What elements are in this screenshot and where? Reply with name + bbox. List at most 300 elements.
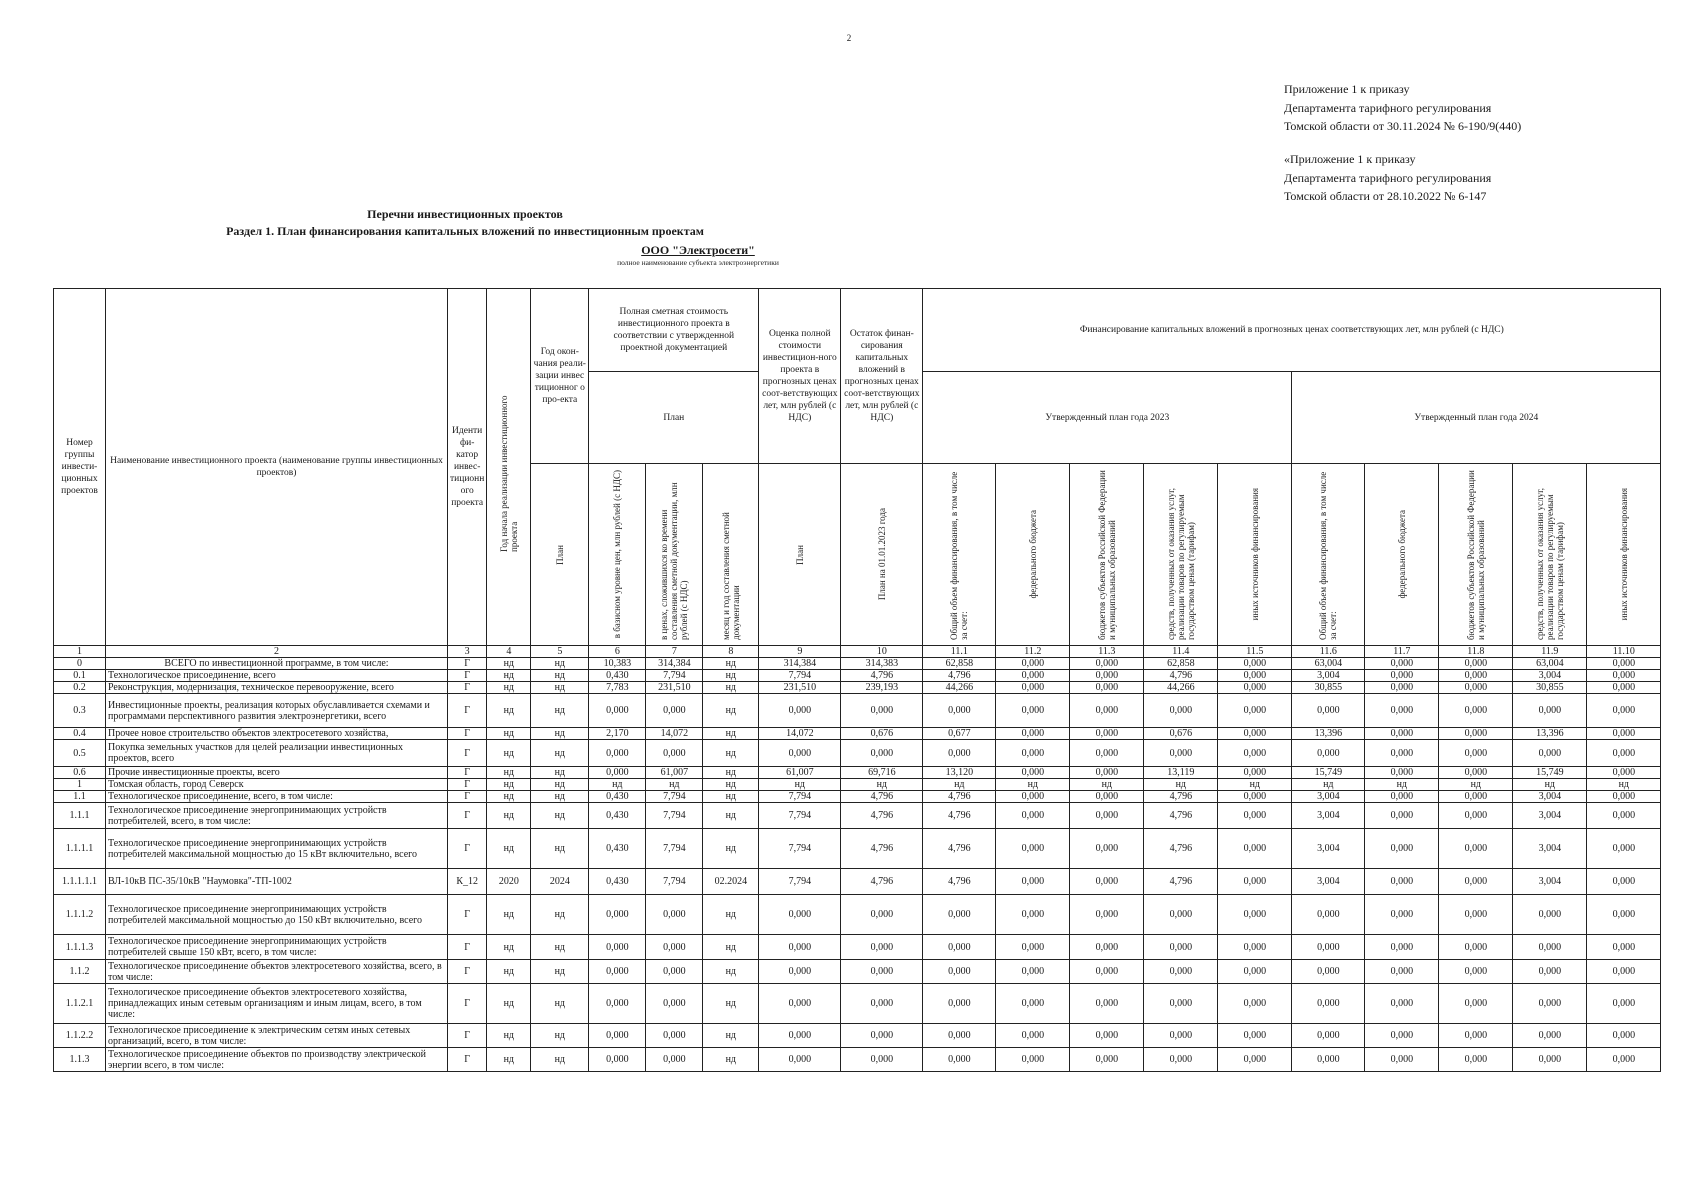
value-cell: Г [448, 658, 487, 670]
value-cell: 0,000 [759, 1048, 841, 1072]
value-cell: 4,796 [1144, 869, 1218, 895]
value-cell: Г [448, 779, 487, 791]
header-plan-9 [759, 464, 841, 646]
value-cell: 0,000 [923, 740, 996, 767]
value-cell: нд [703, 728, 759, 740]
appendix-current [1284, 80, 1521, 136]
value-cell: 4,796 [841, 791, 923, 803]
value-cell: 0,000 [1070, 803, 1144, 829]
value-cell: 0,000 [1513, 740, 1587, 767]
header-project-name: Наименование инвестиционного проекта (наименование группы инвестиционных проектов) [106, 289, 448, 646]
header-2023-regional-text: бюджетов субъектов Российской Федерации и муниципальных образований [1096, 469, 1117, 640]
value-cell: нд [531, 829, 589, 869]
column-number: 6 [589, 646, 646, 658]
value-cell: 0,000 [841, 1048, 923, 1072]
value-cell: 0,000 [589, 895, 646, 935]
value-cell: 0,000 [1218, 791, 1292, 803]
value-cell: 0,676 [841, 728, 923, 740]
appendix-previous [1284, 150, 1491, 206]
value-cell: 0,000 [1439, 658, 1513, 670]
value-cell: 0,000 [1218, 694, 1292, 728]
header-2023-tariff-text: средств, полученных от оказания услуг, реализации товаров по регулируемым государством ценам (тарифам) [1165, 487, 1196, 640]
value-cell: нд [703, 1048, 759, 1072]
value-cell: 0,000 [996, 1048, 1070, 1072]
value-cell: 3,004 [1292, 670, 1365, 682]
value-cell: нд [703, 740, 759, 767]
value-cell: 0,000 [1292, 984, 1365, 1024]
project-name-cell: ВСЕГО по инвестиционной программе, в том числе: [106, 658, 448, 670]
header-estimate-date-text: месяц и год составления сметной документации [720, 511, 741, 640]
value-cell: 0,000 [1365, 935, 1439, 960]
value-cell: нд [487, 682, 531, 694]
value-cell: 13,120 [923, 767, 996, 779]
appendix-line: «Приложение 1 к приказу [1284, 152, 1416, 166]
value-cell: 0,000 [759, 1024, 841, 1048]
value-cell: К_12 [448, 869, 487, 895]
value-cell: 0,000 [1218, 829, 1292, 869]
table-row [54, 869, 1661, 895]
header-group-number: Номер группы инвести-ционных проектов [54, 289, 106, 646]
value-cell: 0,000 [646, 1048, 703, 1072]
value-cell: 0,000 [1070, 935, 1144, 960]
value-cell: 0,000 [923, 960, 996, 984]
page-number: 2 [846, 33, 852, 43]
value-cell: 0,000 [1292, 935, 1365, 960]
value-cell: 69,716 [841, 767, 923, 779]
value-cell: 0,000 [1587, 935, 1661, 960]
value-cell: 0,000 [923, 694, 996, 728]
header-full-cost-estimate: Оценка полной стоимости инвестицион-ного проекта в прогнозных ценах соот-ветствующих лет, млн рублей (с НДС) [759, 289, 841, 464]
value-cell: нд [487, 960, 531, 984]
value-cell: 0,000 [1587, 1048, 1661, 1072]
column-number: 1 [54, 646, 106, 658]
value-cell: 4,796 [1144, 803, 1218, 829]
column-number: 11.9 [1513, 646, 1587, 658]
header-year-2023: Утвержденный план года 2023 [923, 372, 1292, 464]
header-plan-5 [531, 464, 589, 646]
value-cell: 4,796 [841, 803, 923, 829]
project-name-cell: Инвестиционные проекты, реализация которых обуславливается схемами и программами перспективного развития электроэнергетики, всего [106, 694, 448, 728]
value-cell: 0,000 [646, 1024, 703, 1048]
value-cell: 63,004 [1513, 658, 1587, 670]
value-cell: 0,000 [923, 895, 996, 935]
header-2024-total [1292, 464, 1365, 646]
value-cell: 0,000 [1365, 1048, 1439, 1072]
value-cell: 0,000 [1218, 670, 1292, 682]
value-cell: 0,000 [1587, 1024, 1661, 1048]
value-cell: 0,000 [1439, 984, 1513, 1024]
value-cell: 0,000 [996, 767, 1070, 779]
project-name-cell: Технологическое присоединение объектов по производству электрической энергии всего, в том числе: [106, 1048, 448, 1072]
table-row [54, 670, 1661, 682]
value-cell: 0,000 [923, 1024, 996, 1048]
row-number-cell: 1.1.2.1 [54, 984, 106, 1024]
value-cell: нд [703, 935, 759, 960]
row-number-cell: 0 [54, 658, 106, 670]
value-cell: 0,000 [589, 1024, 646, 1048]
value-cell: 0,000 [996, 791, 1070, 803]
value-cell: 0,000 [1070, 658, 1144, 670]
value-cell: нд [703, 803, 759, 829]
value-cell: 0,000 [996, 935, 1070, 960]
table-row [54, 658, 1661, 670]
appendix-line: Департамента тарифного регулирования [1284, 100, 1492, 115]
value-cell: 0,000 [996, 984, 1070, 1024]
value-cell: 0,000 [1439, 935, 1513, 960]
table-row [54, 767, 1661, 779]
section-title: Раздел 1. План финансирования капитальных вложений по инвестиционным проектам [226, 224, 704, 238]
header-2023-total [923, 464, 996, 646]
value-cell: 2,170 [589, 728, 646, 740]
value-cell: нд [531, 658, 589, 670]
value-cell: нд [531, 791, 589, 803]
value-cell: нд [1218, 779, 1292, 791]
value-cell: 0,000 [1070, 791, 1144, 803]
value-cell: нд [487, 1048, 531, 1072]
value-cell: 4,796 [1144, 791, 1218, 803]
value-cell: 0,000 [646, 984, 703, 1024]
project-name-cell: Прочее новое строительство объектов электросетевого хозяйства, [106, 728, 448, 740]
value-cell: 0,000 [759, 960, 841, 984]
value-cell: нд [703, 767, 759, 779]
value-cell: нд [703, 829, 759, 869]
row-number-cell: 1.1.1.2 [54, 895, 106, 935]
value-cell: 7,794 [759, 791, 841, 803]
value-cell: 0,000 [1587, 767, 1661, 779]
row-number-cell: 1.1.1 [54, 803, 106, 829]
header-2024-tariff-text: средств, полученных от оказания услуг, реализации товаров по регулируемым государством ценам (тарифам) [1534, 487, 1565, 640]
value-cell: 0,000 [1439, 728, 1513, 740]
column-number: 11.7 [1365, 646, 1439, 658]
header-plan-5-text: План [554, 544, 565, 565]
value-cell: 2024 [531, 869, 589, 895]
value-cell: 63,004 [1292, 658, 1365, 670]
value-cell: 7,783 [589, 682, 646, 694]
value-cell: 0,000 [1070, 670, 1144, 682]
value-cell: 0,000 [1439, 829, 1513, 869]
value-cell: 0,000 [759, 740, 841, 767]
header-estimate-price [646, 464, 703, 646]
project-name-cell: Томская область, город Северск [106, 779, 448, 791]
value-cell: 4,796 [923, 670, 996, 682]
value-cell: 62,858 [1144, 658, 1218, 670]
column-number: 11.10 [1587, 646, 1661, 658]
value-cell: 0,000 [646, 935, 703, 960]
value-cell: 0,000 [1513, 960, 1587, 984]
value-cell: нд [1144, 779, 1218, 791]
value-cell: 14,072 [646, 728, 703, 740]
table-row [54, 779, 1661, 791]
value-cell: 0,000 [1587, 791, 1661, 803]
column-number: 11.6 [1292, 646, 1365, 658]
value-cell: 0,000 [1144, 1024, 1218, 1048]
value-cell: 02.2024 [703, 869, 759, 895]
header-base-price-text: в базисном уровне цен, млн рублей (с НДС) [612, 470, 623, 639]
value-cell: нд [703, 670, 759, 682]
value-cell: нд [487, 791, 531, 803]
value-cell: 3,004 [1513, 869, 1587, 895]
value-cell: 3,004 [1513, 791, 1587, 803]
value-cell: 0,000 [759, 895, 841, 935]
value-cell: нд [487, 895, 531, 935]
value-cell: 0,000 [996, 740, 1070, 767]
row-number-cell: 0.3 [54, 694, 106, 728]
value-cell: Г [448, 791, 487, 803]
appendix-line: Томской области от 28.10.2022 № 6-147 [1284, 189, 1487, 203]
header-end-year: Год окон-чания реали-зации инвес тиционног о про-екта [531, 289, 589, 464]
row-number-cell: 0.4 [54, 728, 106, 740]
value-cell: 0,000 [923, 1048, 996, 1072]
header-start-year [487, 289, 531, 646]
column-number: 5 [531, 646, 589, 658]
header-2024-regional [1439, 464, 1513, 646]
header-2024-total-text: Общий объем финансирования, в том числе за счет: [1318, 471, 1339, 640]
value-cell: 0,000 [1070, 984, 1144, 1024]
column-number: 3 [448, 646, 487, 658]
value-cell: 0,000 [996, 694, 1070, 728]
value-cell: нд [996, 779, 1070, 791]
value-cell: нд [487, 658, 531, 670]
value-cell: 0,000 [1070, 960, 1144, 984]
value-cell: 0,000 [1070, 728, 1144, 740]
value-cell: 0,000 [1218, 869, 1292, 895]
value-cell: 7,794 [646, 791, 703, 803]
value-cell: 0,000 [1365, 740, 1439, 767]
value-cell: 0,000 [1070, 895, 1144, 935]
header-base-price [589, 464, 646, 646]
table-row [54, 803, 1661, 829]
value-cell: 239,193 [841, 682, 923, 694]
value-cell: 0,000 [1587, 740, 1661, 767]
value-cell: 0,000 [1218, 658, 1292, 670]
value-cell: нд [703, 895, 759, 935]
header-2024-regional-text: бюджетов субъектов Российской Федерации и муниципальных образований [1465, 469, 1486, 640]
value-cell: нд [487, 1024, 531, 1048]
value-cell: 0,430 [589, 791, 646, 803]
value-cell: 0,000 [589, 740, 646, 767]
value-cell: 0,000 [1439, 791, 1513, 803]
header-2024-tariff [1513, 464, 1587, 646]
value-cell: нд [703, 960, 759, 984]
value-cell: нд [487, 779, 531, 791]
value-cell: 13,396 [1292, 728, 1365, 740]
project-name-cell: Технологическое присоединение объектов электросетевого хозяйства, принадлежащих иным сетевым организациям и иным лицам, всего, в том числе: [106, 984, 448, 1024]
column-number: 4 [487, 646, 531, 658]
value-cell: 0,000 [589, 984, 646, 1024]
value-cell: 0,000 [1292, 1048, 1365, 1072]
value-cell: нд [487, 935, 531, 960]
value-cell: 0,000 [589, 935, 646, 960]
value-cell: 0,000 [1070, 694, 1144, 728]
value-cell: 30,855 [1292, 682, 1365, 694]
row-number-cell: 1.1.1.3 [54, 935, 106, 960]
row-number-cell: 1.1.3 [54, 1048, 106, 1072]
project-name-cell: Реконструкция, модернизация, техническое перевооружение, всего [106, 682, 448, 694]
value-cell: 0,000 [1292, 740, 1365, 767]
appendix-line: Томской области от 30.11.2024 № 6-190/9(440) [1284, 119, 1522, 133]
table-row [54, 1024, 1661, 1048]
value-cell: 0,000 [1218, 740, 1292, 767]
value-cell: 0,000 [1218, 682, 1292, 694]
value-cell: 0,000 [841, 1024, 923, 1048]
value-cell: 7,794 [759, 869, 841, 895]
value-cell: 0,000 [1439, 682, 1513, 694]
value-cell: 0,000 [759, 984, 841, 1024]
value-cell: нд [703, 658, 759, 670]
header-plan-10 [841, 464, 923, 646]
value-cell: 0,000 [1218, 984, 1292, 1024]
value-cell: 0,000 [1292, 694, 1365, 728]
value-cell: 0,000 [996, 728, 1070, 740]
value-cell: 13,396 [1513, 728, 1587, 740]
value-cell: 0,000 [1365, 658, 1439, 670]
value-cell: Г [448, 1024, 487, 1048]
project-name-cell: Технологическое присоединение объектов электросетевого хозяйства, всего, в том числе: [106, 960, 448, 984]
value-cell: нд [531, 728, 589, 740]
value-cell: нд [531, 895, 589, 935]
value-cell: 7,794 [759, 829, 841, 869]
value-cell: 0,000 [1365, 728, 1439, 740]
header-remaining-financing: Остаток финан-сирования капитальных вложений в прогнозных ценах соот-ветствующих лет, млн рублей (с НДС) [841, 289, 923, 464]
header-2024-other [1587, 464, 1661, 646]
row-number-cell: 0.6 [54, 767, 106, 779]
column-number: 11.8 [1439, 646, 1513, 658]
value-cell: нд [1292, 779, 1365, 791]
value-cell: 0,000 [841, 895, 923, 935]
value-cell: 0,000 [841, 694, 923, 728]
value-cell: 0,000 [1365, 960, 1439, 984]
header-year-2024: Утвержденный план года 2024 [1292, 372, 1661, 464]
value-cell: 0,000 [923, 935, 996, 960]
investment-table [53, 288, 1661, 1072]
value-cell: Г [448, 984, 487, 1024]
value-cell: 0,000 [1587, 670, 1661, 682]
value-cell: 0,000 [996, 1024, 1070, 1048]
header-start-year-text: Год начала реализации инвестиционного проекта [498, 395, 519, 552]
header-plan-9-text: План [794, 544, 805, 565]
value-cell: 0,000 [1365, 984, 1439, 1024]
value-cell: 0,430 [589, 670, 646, 682]
value-cell: 0,000 [841, 984, 923, 1024]
header-financing: Финансирование капитальных вложений в прогнозных ценах соответствующих лет, млн рублей (с НДС) [923, 289, 1661, 372]
value-cell: 0,000 [1218, 960, 1292, 984]
value-cell: 0,000 [841, 935, 923, 960]
value-cell: 0,000 [1513, 935, 1587, 960]
project-name-cell: Технологическое присоединение, всего [106, 670, 448, 682]
value-cell: 7,794 [646, 670, 703, 682]
value-cell: 0,000 [1587, 895, 1661, 935]
column-number: 11.4 [1144, 646, 1218, 658]
value-cell: 7,794 [646, 869, 703, 895]
value-cell: 0,000 [1587, 803, 1661, 829]
value-cell: 0,000 [1439, 803, 1513, 829]
value-cell: Г [448, 1048, 487, 1072]
value-cell: 0,000 [646, 895, 703, 935]
value-cell: 0,000 [1439, 767, 1513, 779]
project-name-cell: Покупка земельных участков для целей реализации инвестиционных проектов, всего [106, 740, 448, 767]
row-number-cell: 0.2 [54, 682, 106, 694]
value-cell: 0,000 [1365, 694, 1439, 728]
value-cell: 0,000 [1587, 682, 1661, 694]
value-cell: 3,004 [1513, 670, 1587, 682]
document-title: Перечни инвестиционных проектов [367, 207, 563, 221]
value-cell: 7,794 [759, 670, 841, 682]
value-cell: 0,000 [1587, 869, 1661, 895]
value-cell: 4,796 [1144, 829, 1218, 869]
value-cell: 0,000 [1587, 984, 1661, 1024]
value-cell: 0,000 [996, 682, 1070, 694]
value-cell: 14,072 [759, 728, 841, 740]
header-2024-other-text: иных источников финансирования [1618, 488, 1629, 621]
project-name-cell: Технологическое присоединение энергопринимающих устройств потребителей максимальной мощностью до 150 кВт включительно, всего [106, 895, 448, 935]
value-cell: нд [923, 779, 996, 791]
value-cell: нд [531, 803, 589, 829]
value-cell: 0,000 [646, 740, 703, 767]
table-row [54, 895, 1661, 935]
value-cell: 0,000 [1070, 767, 1144, 779]
value-cell: нд [1070, 779, 1144, 791]
value-cell: 0,000 [1439, 869, 1513, 895]
value-cell: 231,510 [646, 682, 703, 694]
table-row [54, 694, 1661, 728]
value-cell: 3,004 [1292, 829, 1365, 869]
value-cell: нд [531, 694, 589, 728]
value-cell: 0,000 [759, 935, 841, 960]
value-cell: 15,749 [1292, 767, 1365, 779]
header-estimate-cost: Полная сметная стоимость инвестиционного проекта в соответствии с утвержденной проектной документацией [589, 289, 759, 372]
value-cell: 0,000 [923, 984, 996, 1024]
value-cell: нд [1365, 779, 1439, 791]
row-number-cell: 0.1 [54, 670, 106, 682]
value-cell: 0,000 [1144, 1048, 1218, 1072]
value-cell: Г [448, 740, 487, 767]
value-cell: 15,749 [1513, 767, 1587, 779]
value-cell: Г [448, 829, 487, 869]
value-cell: 0,000 [1218, 767, 1292, 779]
column-number: 10 [841, 646, 923, 658]
value-cell: 0,000 [1439, 740, 1513, 767]
value-cell: нд [487, 728, 531, 740]
value-cell: нд [531, 1048, 589, 1072]
value-cell: 0,000 [1365, 1024, 1439, 1048]
value-cell: 0,000 [1587, 960, 1661, 984]
value-cell: 0,430 [589, 869, 646, 895]
value-cell: 0,000 [1070, 1024, 1144, 1048]
value-cell: 0,000 [1218, 803, 1292, 829]
column-number: 11.5 [1218, 646, 1292, 658]
value-cell: нд [703, 1024, 759, 1048]
value-cell: 0,000 [1218, 728, 1292, 740]
value-cell: нд [703, 682, 759, 694]
header-2024-federal [1365, 464, 1439, 646]
value-cell: 4,796 [923, 869, 996, 895]
value-cell: 4,796 [923, 791, 996, 803]
table-row [54, 740, 1661, 767]
value-cell: 10,383 [589, 658, 646, 670]
value-cell: 0,000 [1070, 829, 1144, 869]
header-2024-federal-text: федерального бюджета [1396, 510, 1407, 599]
value-cell: нд [487, 829, 531, 869]
value-cell: нд [589, 779, 646, 791]
column-number: 11.1 [923, 646, 996, 658]
header-2023-total-text: Общий объем финансирования, в том числе за счет: [949, 471, 970, 640]
value-cell: Г [448, 682, 487, 694]
value-cell: 3,004 [1513, 829, 1587, 869]
column-number: 9 [759, 646, 841, 658]
value-cell: 0,000 [1144, 694, 1218, 728]
value-cell: нд [531, 935, 589, 960]
value-cell: Г [448, 803, 487, 829]
